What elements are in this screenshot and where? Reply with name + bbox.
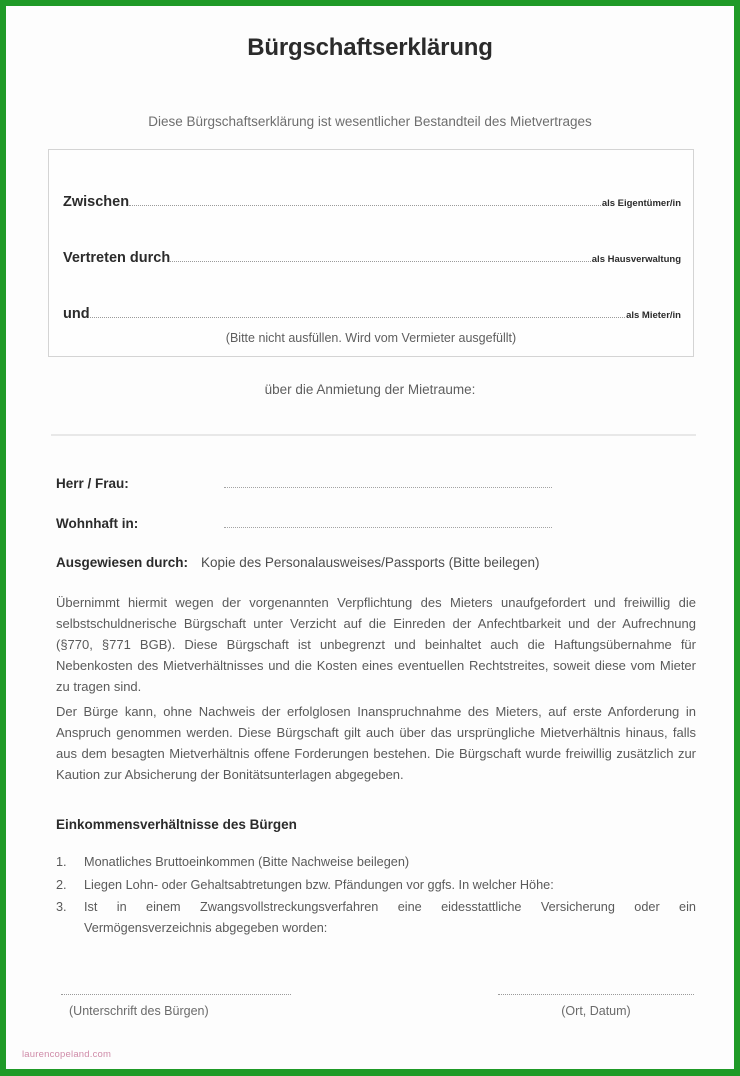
party-details-box: [48, 149, 694, 357]
list-item-text: Ist in einem Zwangsvollstreckungsverfahren eine eidesstattliche Versicherung oder ein Vermögensverzeichnis abgegeben worden:: [84, 900, 696, 935]
party-label-und: und: [63, 306, 90, 322]
section-heading-income: Einkommensverhältnisse des Bürgen: [56, 817, 297, 832]
party-role-hausverwaltung: als Hausverwaltung: [591, 254, 681, 265]
list-item-number: 1.: [56, 855, 67, 869]
party-row-vertreten-durch: [63, 250, 681, 266]
field-label-wohnhaft-in: Wohnhaft in:: [56, 516, 139, 531]
field-row-wohnhaft-in: [56, 516, 656, 532]
field-input-wohnhaft-in[interactable]: [224, 526, 552, 528]
party-input-und[interactable]: [90, 316, 626, 318]
document-sheet: [6, 6, 734, 1069]
watermark: laurencopeland.com: [22, 1049, 112, 1060]
signature-block-ort-datum: [498, 994, 694, 1018]
list-item-number: 3.: [56, 900, 67, 915]
signature-line-ort-datum[interactable]: [498, 994, 694, 995]
field-input-herr-frau[interactable]: [224, 486, 552, 488]
paragraph-surety-claim: Der Bürge kann, ohne Nachweis der erfolglosen Inanspruchnahme des Mieters, auf erste Anforderung in Anspruch genommen werden. Diese Bürgschaft gilt auch über das ursprüngliche Mietverhältnis hinaus, falls aus dem besagten Mietverhältnis offene Forderungen bestehen. Die Bürgschaft wurde freiwillig zusätzlich zur Kaution zur Absicherung der Bonitätsunterlagen abgegeben.: [56, 704, 696, 783]
signature-caption-ort-datum: (Ort, Datum): [561, 1004, 631, 1018]
list-item-text: Monatliches Bruttoeinkommen (Bitte Nachweise beilegen): [84, 855, 410, 869]
page-title: Bürgschaftserklärung: [247, 34, 493, 61]
identification-label: Ausgewiesen durch:: [56, 555, 189, 570]
field-label-herr-frau: Herr / Frau:: [56, 476, 129, 491]
signature-caption-buerge: (Unterschrift des Bürgen): [69, 1004, 209, 1018]
party-row-zwischen: [63, 194, 681, 210]
party-role-mieter: als Mieter/in: [626, 310, 681, 321]
identification-value: Kopie des Personalausweises/Passports (Bitte beilegen): [201, 555, 540, 570]
party-input-vertreten-durch[interactable]: [170, 260, 591, 262]
list-item-text: Liegen Lohn- oder Gehaltsabtretungen bzw. Pfändungen vor ggfs. In welcher Höhe:: [84, 877, 554, 892]
list-item: [56, 875, 696, 896]
paragraph-surety-obligation: Übernimmt hiermit wegen der vorgenannten Verpflichtung des Mieters unaufgefordert und freiwillig die selbstschuldnerische Bürgschaft unter Verzicht auf die Einreden der Anfechtbarkeit und der Aufrechnung (§770, §771 BGB). Diese Bürgschaft ist unbegrenzt und beinhaltet auch die Haftungsübernahme für Nebenkosten des Mietverhältnisses und die Kosten eines eventuellen Rechtstreites, soweit diese vom Mieter zu tragen sind.: [56, 595, 696, 695]
identification-row: [56, 555, 539, 570]
party-label-zwischen: Zwischen: [63, 194, 130, 210]
party-row-und: [63, 306, 681, 322]
party-role-eigentuemer: als Eigentümer/in: [601, 198, 681, 209]
list-item: [56, 897, 696, 938]
list-item-number: 2.: [56, 877, 67, 892]
horizontal-divider: [51, 434, 696, 436]
signature-line-buerge[interactable]: [61, 994, 291, 995]
party-box-note: (Bitte nicht ausfüllen. Wird vom Vermieter ausgefüllt): [225, 331, 517, 345]
party-input-zwischen[interactable]: [129, 204, 601, 206]
list-item: [56, 852, 696, 873]
page-subtitle: Diese Bürgschaftserklärung ist wesentlicher Bestandteil des Mietvertrages: [148, 114, 592, 129]
income-questions-list: [56, 852, 696, 940]
party-label-vertreten-durch: Vertreten durch: [63, 250, 171, 266]
field-row-herr-frau: [56, 476, 656, 492]
signature-block-buerge: [61, 994, 291, 1018]
subject-line: über die Anmietung der Mietraume:: [264, 382, 476, 397]
